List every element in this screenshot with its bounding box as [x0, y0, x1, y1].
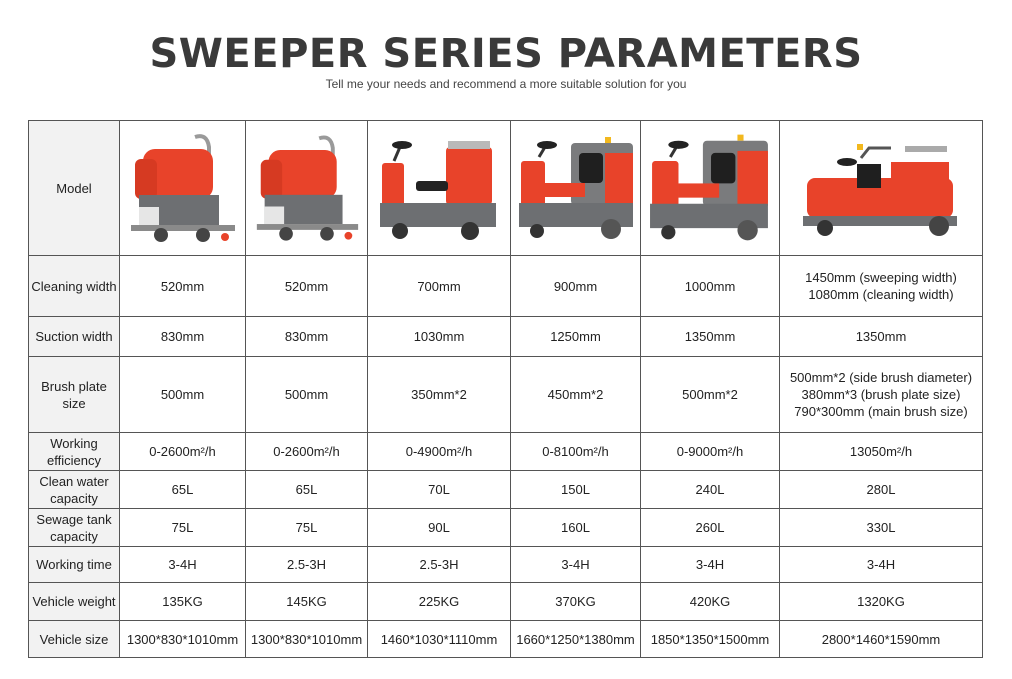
value-cell: 3-4H [641, 547, 780, 583]
value-cell [780, 357, 983, 433]
value-cell: 2.5-3H [368, 547, 511, 583]
compact-ride-on-scrubber-icon [376, 133, 502, 243]
walk-behind-scrubber-icon [251, 129, 363, 247]
value-cell: 520mm [120, 256, 246, 317]
model-row [29, 121, 983, 256]
row-label: Brush plate size [29, 357, 120, 433]
row-label: Suction width [29, 317, 120, 357]
value-cell: 1350mm [641, 317, 780, 357]
value-cell: 1000mm [641, 256, 780, 317]
value-cell: 0-2600m²/h [120, 433, 246, 471]
model-cell [246, 121, 368, 256]
value-cell: 280L [780, 471, 983, 509]
value-cell: 2800*1460*1590mm [780, 621, 983, 658]
value-cell: 1850*1350*1500mm [641, 621, 780, 658]
row-label: Clean water capacity [29, 471, 120, 509]
value-cell: 75L [120, 509, 246, 547]
parameter-row [29, 621, 983, 658]
value-cell: 830mm [246, 317, 368, 357]
model-cell [368, 121, 511, 256]
value-cell: 3-4H [511, 547, 641, 583]
value-cell: 1660*1250*1380mm [511, 621, 641, 658]
page-title: SWEEPER SERIES PARAMETERS [149, 31, 863, 77]
value-cell: 225KG [368, 583, 511, 621]
parameters-table [28, 120, 983, 658]
value-cell: 1460*1030*1110mm [368, 621, 511, 658]
parameter-row [29, 583, 983, 621]
value-cell: 90L [368, 509, 511, 547]
value-cell: 13050m²/h [780, 433, 983, 471]
row-label: Vehicle size [29, 621, 120, 658]
value-cell: 135KG [120, 583, 246, 621]
parameter-row [29, 547, 983, 583]
value-cell: 240L [641, 471, 780, 509]
value-line: 790*300mm (main brush size) [794, 404, 968, 419]
value-cell: 830mm [120, 317, 246, 357]
value-cell [780, 256, 983, 317]
model-cell [780, 121, 983, 256]
value-line: 1080mm (cleaning width) [808, 287, 954, 302]
value-cell: 160L [511, 509, 641, 547]
value-cell: 145KG [246, 583, 368, 621]
ride-on-scrubber-icon [648, 131, 772, 246]
value-cell: 3-4H [120, 547, 246, 583]
page-subtitle: Tell me your needs and recommend a more suitable solution for you [325, 77, 687, 91]
value-cell: 1300*830*1010mm [120, 621, 246, 658]
value-cell: 370KG [511, 583, 641, 621]
value-cell: 1300*830*1010mm [246, 621, 368, 658]
value-cell: 0-2600m²/h [246, 433, 368, 471]
row-label: Working time [29, 547, 120, 583]
value-cell: 900mm [511, 256, 641, 317]
value-cell: 65L [120, 471, 246, 509]
value-cell: 0-9000m²/h [641, 433, 780, 471]
value-cell: 500mm*2 [641, 357, 780, 433]
value-cell: 150L [511, 471, 641, 509]
parameter-row [29, 317, 983, 357]
value-line: 380mm*3 (brush plate size) [801, 387, 961, 402]
value-cell: 700mm [368, 256, 511, 317]
value-cell: 1030mm [368, 317, 511, 357]
value-cell: 500mm [246, 357, 368, 433]
value-cell: 520mm [246, 256, 368, 317]
value-cell: 330L [780, 509, 983, 547]
model-cell [641, 121, 780, 256]
parameter-row [29, 433, 983, 471]
row-label: Vehicle weight [29, 583, 120, 621]
value-cell: 350mm*2 [368, 357, 511, 433]
value-cell: 2.5-3H [246, 547, 368, 583]
value-cell: 1250mm [511, 317, 641, 357]
value-cell: 420KG [641, 583, 780, 621]
row-label: Sewage tank capacity [29, 509, 120, 547]
parameter-row [29, 357, 983, 433]
value-cell: 65L [246, 471, 368, 509]
value-cell: 0-4900m²/h [368, 433, 511, 471]
walk-behind-scrubber-icon [125, 129, 240, 247]
row-label: Cleaning width [29, 256, 120, 317]
value-cell: 1350mm [780, 317, 983, 357]
row-label: Model [29, 121, 120, 256]
value-cell: 450mm*2 [511, 357, 641, 433]
value-cell: 70L [368, 471, 511, 509]
industrial-sweeper-icon [801, 138, 961, 238]
value-cell: 260L [641, 509, 780, 547]
row-label: Working efficiency [29, 433, 120, 471]
value-line: 1450mm (sweeping width) [805, 270, 957, 285]
value-line: 500mm*2 (side brush diameter) [789, 370, 973, 385]
value-cell: 75L [246, 509, 368, 547]
value-cell: 500mm [120, 357, 246, 433]
parameter-row [29, 509, 983, 547]
model-cell [511, 121, 641, 256]
value-cell: 1320KG [780, 583, 983, 621]
model-cell [120, 121, 246, 256]
parameter-row [29, 471, 983, 509]
value-cell: 3-4H [780, 547, 983, 583]
value-cell: 0-8100m²/h [511, 433, 641, 471]
parameter-row [29, 256, 983, 317]
ride-on-scrubber-icon [515, 133, 637, 243]
